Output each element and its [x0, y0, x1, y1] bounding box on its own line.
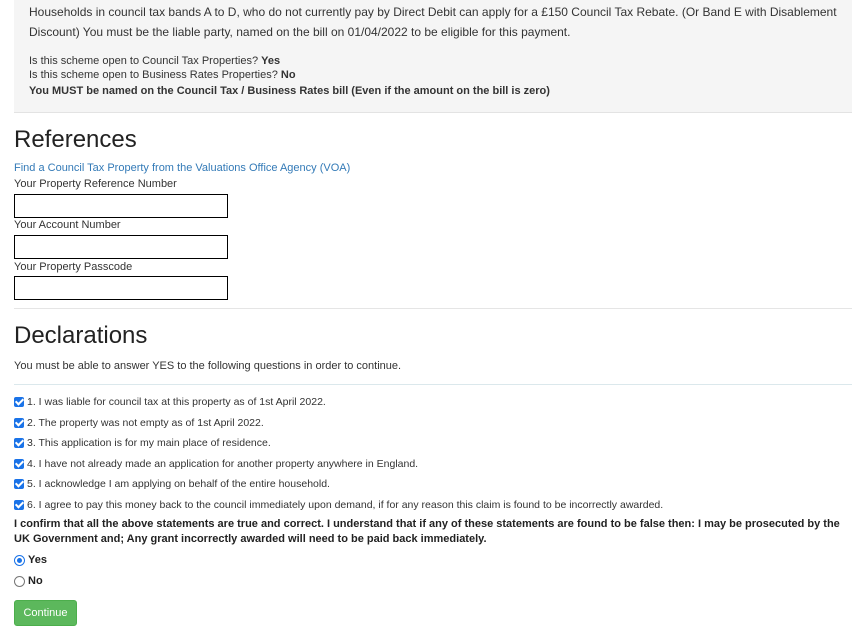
confirm-yes-option[interactable] — [14, 554, 47, 566]
declaration-4-label: 4. I have not already made an application for another property anywhere in England. — [27, 458, 419, 470]
declaration-6-label: 6. I agree to pay this money back to the council immediately upon demand, if for any reason this claim is found to be incorrectly awarded. — [27, 499, 664, 511]
declaration-4[interactable] — [14, 457, 418, 471]
declarations-heading: Declarations — [14, 322, 148, 349]
scheme-info-panel — [14, 0, 852, 113]
declaration-5[interactable] — [14, 477, 330, 491]
confirm-no-label: No — [28, 575, 43, 587]
declaration-2[interactable] — [14, 416, 264, 430]
declaration-2-checkbox[interactable] — [14, 418, 24, 428]
declaration-4-checkbox[interactable] — [14, 459, 24, 469]
declaration-1-label: 1. I was liable for council tax at this property as of 1st April 2022. — [27, 396, 326, 408]
references-heading: References — [14, 126, 137, 153]
confirm-no-radio[interactable] — [14, 576, 25, 587]
declaration-3-label: 3. This application is for my main place of residence. — [27, 437, 271, 449]
passcode-input[interactable] — [14, 276, 228, 300]
declarations-intro: You must be able to answer YES to the following questions in order to continue. — [14, 360, 402, 372]
declaration-5-checkbox[interactable] — [14, 479, 24, 489]
declarations-divider — [14, 384, 852, 385]
council-tax-question — [29, 54, 280, 68]
account-number-label: Your Account Number — [14, 219, 121, 231]
voa-link[interactable]: Find a Council Tax Property from the Valuations Office Agency (VOA) — [14, 162, 351, 174]
declaration-1[interactable] — [14, 395, 326, 409]
declaration-6-checkbox[interactable] — [14, 500, 24, 510]
declaration-5-label: 5. I acknowledge I am applying on behalf of the entire household. — [27, 478, 330, 490]
council-tax-question-label: Is this scheme open to Council Tax Properties? — [29, 55, 259, 67]
confirm-yes-label: Yes — [28, 554, 47, 566]
continue-button[interactable]: Continue — [14, 600, 77, 626]
passcode-label: Your Property Passcode — [14, 261, 133, 273]
declaration-2-label: 2. The property was not empty as of 1st April 2022. — [27, 417, 264, 429]
section-divider — [14, 308, 852, 309]
business-rates-question-label: Is this scheme open to Business Rates Properties? — [29, 69, 278, 81]
confirm-yes-radio[interactable] — [14, 555, 25, 566]
naming-notice: You MUST be named on the Council Tax / Business Rates bill (Even if the amount on the bill is zero) — [29, 85, 550, 97]
declaration-6[interactable] — [14, 498, 663, 512]
business-rates-question — [29, 68, 296, 82]
declaration-3-checkbox[interactable] — [14, 438, 24, 448]
confirm-no-option[interactable] — [14, 575, 43, 587]
property-ref-input[interactable] — [14, 194, 228, 218]
declaration-3[interactable] — [14, 436, 271, 450]
council-tax-question-answer: Yes — [261, 55, 281, 67]
confirmation-statement: I confirm that all the above statements are true and correct. I understand that if any of these statements are found to be false then: I may be prosecuted by the UK Government and; Any grant incorrectly awarded will need to be paid back immediately. — [14, 518, 840, 545]
property-ref-label: Your Property Reference Number — [14, 178, 177, 190]
business-rates-question-answer: No — [280, 69, 296, 81]
declaration-1-checkbox[interactable] — [14, 397, 24, 407]
account-number-input[interactable] — [14, 235, 228, 259]
scheme-description: Households in council tax bands A to D, who do not currently pay by Direct Debit can apply for a £150 Council Tax Rebate. (Or Band E with Disablement Discount) You must be the liable party, named on the bill on 01/04/2022 to be eligible for this payment. — [29, 5, 837, 39]
